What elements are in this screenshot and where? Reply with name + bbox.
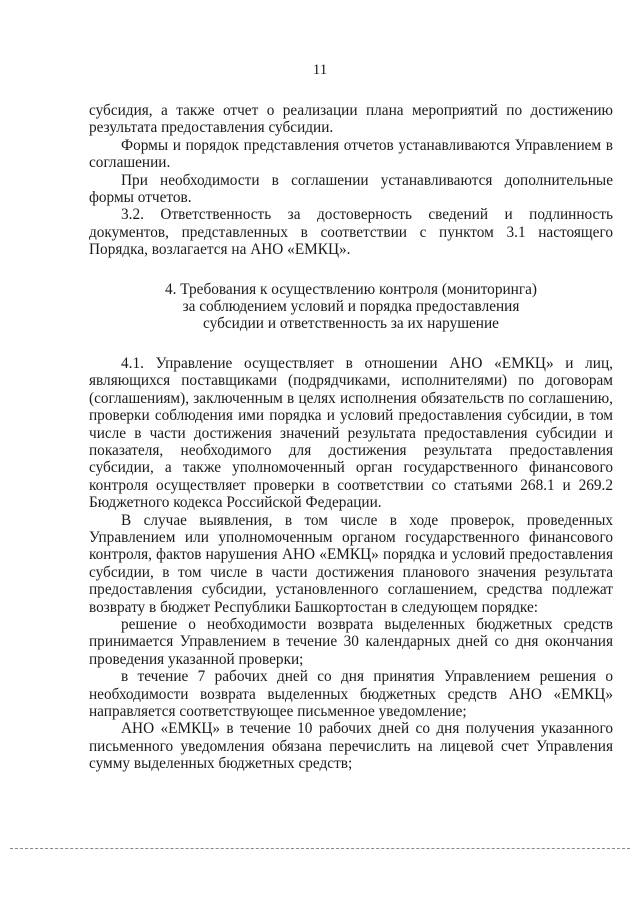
paragraph-violation-case: В случае выявления, в том числе в ходе проверок, проведенных Управлением или уполномоченным органом государственного финансового контроля, фактов нарушения АНО «ЕМКЦ» порядка и условий предоставления субсидии, в том числе в части достижения планового значения результата предоставления субсидии, установленного соглашением, средства подлежат возврату в бюджет Республики Башкортостан в следующем порядке:: [89, 511, 613, 616]
paragraph-report-forms: Формы и порядок представления отчетов устанавливаются Управлением в соглашении.: [89, 136, 613, 172]
document-body: [89, 102, 613, 773]
paragraph-return-decision: решение о необходимости возврата выделенных бюджетных средств принимается Управлением в течение 30 календарных дней со дня окончания проведения указанной проверки;: [89, 615, 613, 668]
paragraph-additional-forms: При необходимости в соглашении устанавливаются дополнительные формы отчетов.: [89, 171, 613, 207]
paragraph-transfer-obligation: АНО «ЕМКЦ» в течение 10 рабочих дней со дня получения указанного письменного уведомления обязана перечислить на лицевой счет Управления сумму выделенных бюджетных средств;: [89, 720, 613, 773]
scan-bottom-line: [10, 848, 630, 849]
page-number: 11: [312, 62, 328, 78]
section-title-line: субсидии и ответственность за их нарушение: [203, 315, 499, 333]
section-4-title: [89, 281, 613, 333]
paragraph-continuation: субсидия, а также отчет о реализации плана мероприятий по достижению результата предоставления субсидии.: [89, 102, 613, 137]
paragraph-notification: в течение 7 рабочих дней со дня принятия Управлением решения о необходимости возврата выделенных бюджетных средств АНО «ЕМКЦ» направляется соответствующее письменное уведомление;: [89, 668, 613, 720]
paragraph-3-2: 3.2. Ответственность за достоверность сведений и подлинность документов, представленных в соответствии с пунктом 3.1 настоящего Порядка, возлагается на АНО «ЕМКЦ».: [89, 206, 613, 259]
section-title-line: за соблюдением условий и порядка предоставления: [182, 298, 520, 316]
paragraph-4-1: 4.1. Управление осуществляет в отношении АНО «ЕМКЦ» и лиц, являющихся поставщиками (подрядчиками, исполнителями) по договорам (соглашениям), заключенным в целях исполнения обязательств по соглашению, проверки соблюдения ими порядка и условий предоставления субсидии, в том числе в части достижения значений результата предоставления субсидии и показателя, необходимого для достижения результата предоставления субсидии, а также уполномоченный орган государственного финансового контроля осуществляет проверки в соответствии со статьями 268.1 и 269.2 Бюджетного кодекса Российской Федерации.: [89, 354, 613, 512]
section-title-line: 4. Требования к осуществлению контроля (мониторинга): [164, 280, 538, 298]
